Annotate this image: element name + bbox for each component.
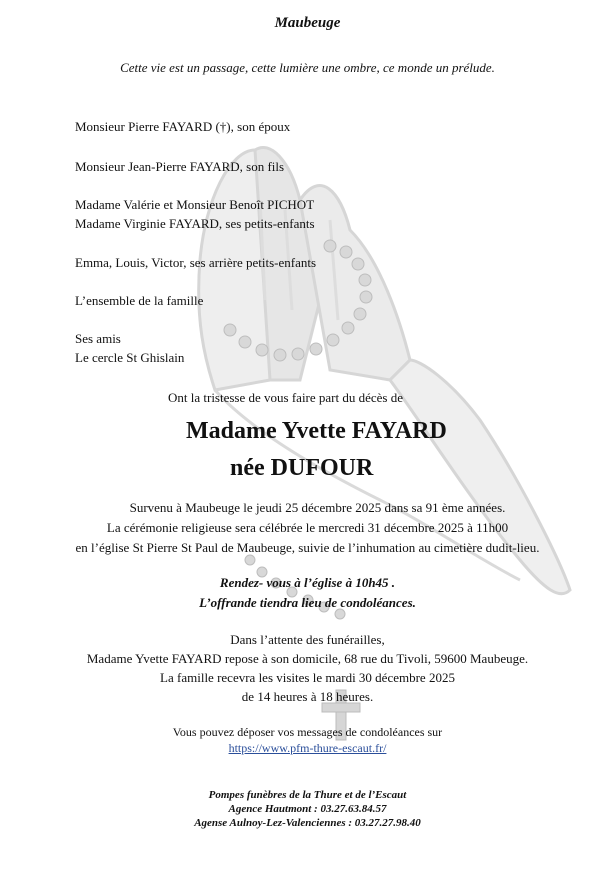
details-line: en l’église St Pierre St Paul de Maubeuge, suivie de l’inhumation au cimetière dudit-lieu. [75,540,540,555]
details-line: La cérémonie religieuse sera célébrée le mercredi 31 décembre 2025 à 11h00 [106,520,509,535]
rest-line: Dans l’attente des funérailles, [230,632,385,647]
family-line: Monsieur Pierre FAYARD (†), son époux [75,119,291,134]
family-line: Monsieur Jean-Pierre FAYARD, son fils [75,159,285,174]
rest-line: La famille recevra les visites le mardi 30 décembre 2025 [160,670,455,685]
condolences-link[interactable]: https://www.pfm-thure-escaut.fr/ [228,741,387,755]
town-heading: Maubeuge [274,15,341,31]
family-line: Madame Virginie FAYARD, ses petits-enfants [75,216,315,231]
funeral-company: Pompes funèbres de la Thure et de l’Escaut [208,789,407,801]
condolences-text: Vous pouvez déposer vos messages de condoléances sur [172,725,443,739]
rendezvous-line: Rendez- vous à l’église à 10h45 . [219,575,396,590]
maiden-name: née DUFOUR [230,455,374,481]
family-line: Madame Valérie et Monsieur Benoît PICHOT [75,197,315,212]
rest-line: de 14 heures à 18 heures. [241,689,374,704]
rest-line: Madame Yvette FAYARD repose à son domicile, 68 rue du Tivoli, 59600 Maubeuge. [86,651,529,666]
agency-hautmont: Agence Hautmont : 03.27.63.84.57 [228,803,387,815]
family-line: L’ensemble de la famille [75,293,204,308]
details-line: Survenu à Maubeuge le jeudi 25 décembre 2025 dans sa 91 ème années. [129,500,506,515]
offering-line: L’offrande tiendra lieu de condoléances. [199,595,416,610]
deceased-name: Madame Yvette FAYARD [186,418,447,444]
family-line: Le cercle St Ghislain [75,350,185,365]
family-line: Emma, Louis, Victor, ses arrière petits-enfants [75,255,317,270]
announcement-intro: Ont la tristesse de vous faire part du décès de [168,390,404,405]
agency-aulnoy: Agense Aulnoy-Lez-Valenciennes : 03.27.27.98.40 [194,817,421,829]
family-line: Ses amis [75,331,121,346]
epigraph: Cette vie est un passage, cette lumière une ombre, ce monde un prélude. [120,60,495,75]
